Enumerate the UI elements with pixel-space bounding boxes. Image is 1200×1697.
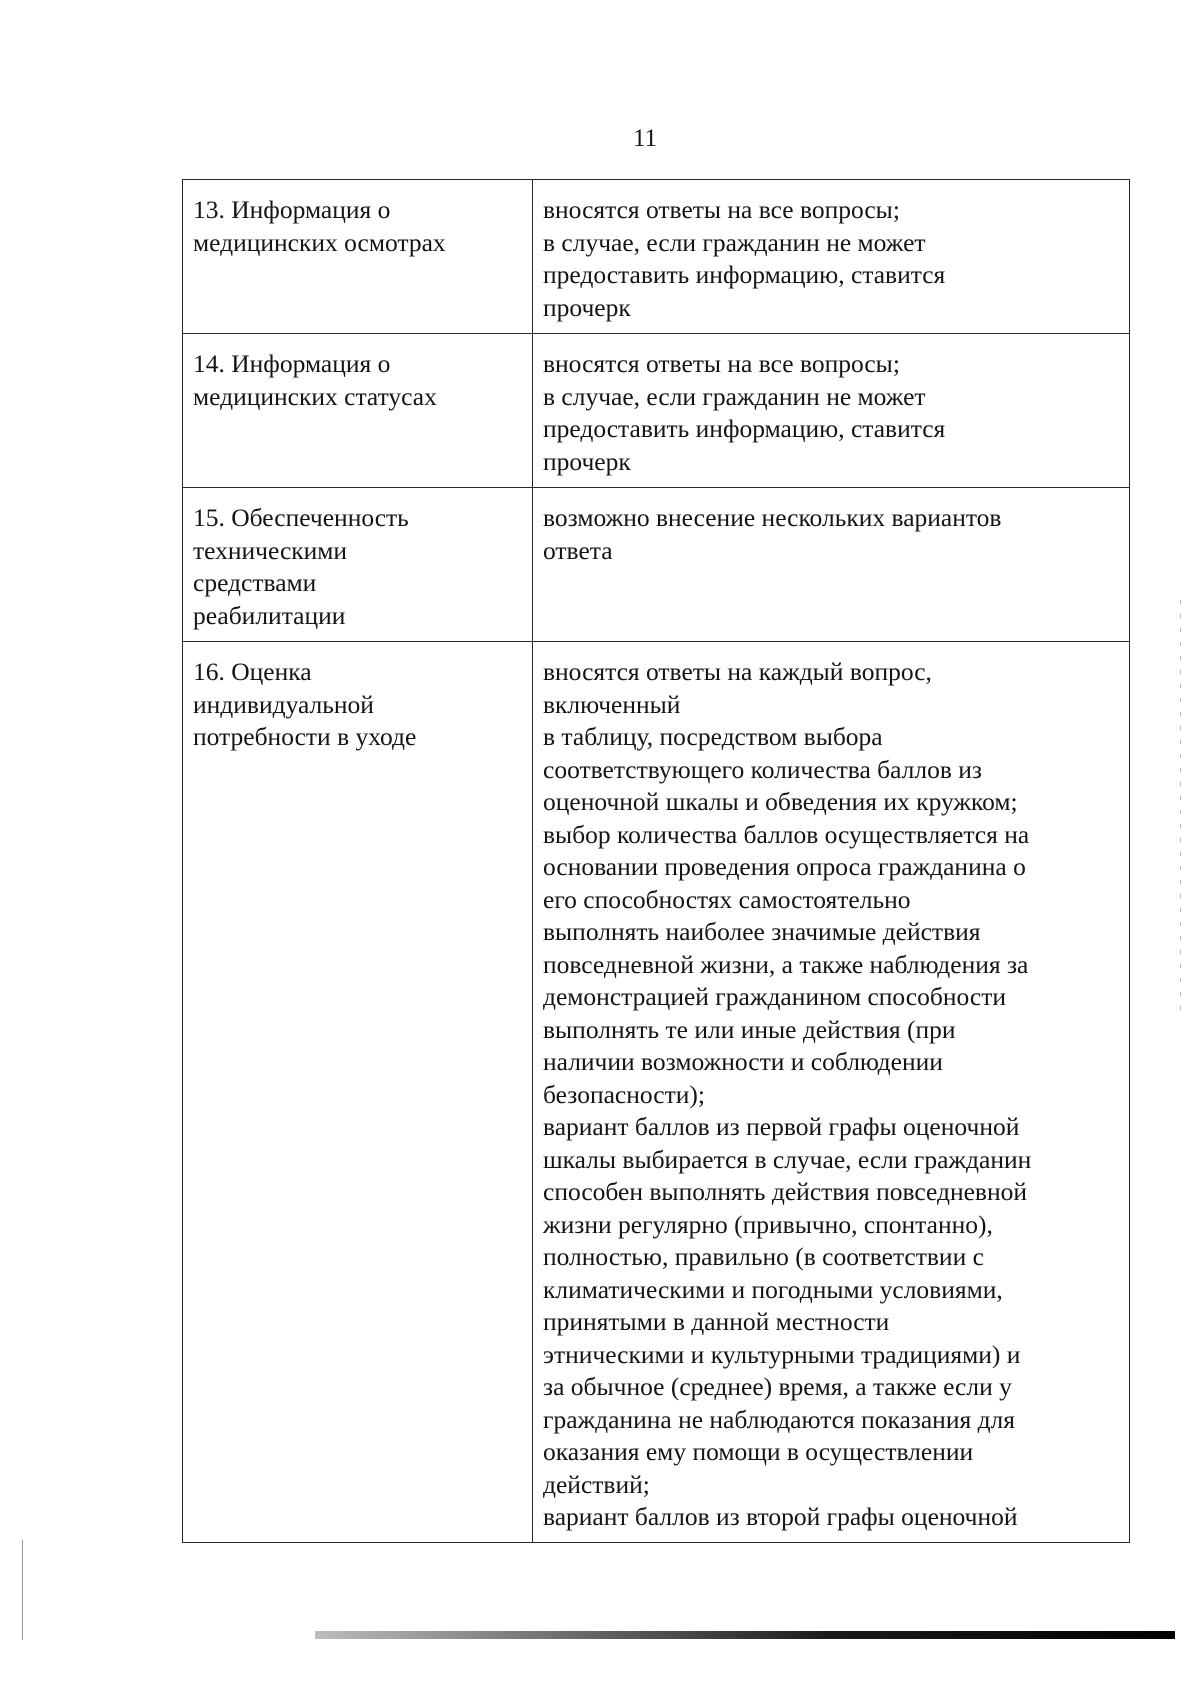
instruction-line: прочерк (543, 292, 631, 322)
instruction-line: предоставить информацию, ставится (543, 260, 946, 289)
instruction-line: климатическими и погодными условиями, (543, 1274, 1003, 1304)
instruction-line: шкалы выбирается в случае, если гражданин (543, 1144, 1032, 1174)
instruction-line: его способностях самостоятельно (543, 884, 911, 914)
instruction-line: действий; (543, 1469, 650, 1499)
instruction-cell (533, 180, 1130, 334)
scan-edge-bar (315, 1631, 1175, 1639)
field-name-line: медицинских статусах (193, 381, 437, 411)
page-number: 11 (632, 125, 658, 152)
instruction-line: за обычное (среднее) время, а также если у (543, 1372, 1012, 1401)
instruction-line: оценочной шкалы и обведения их кружком; (543, 787, 1018, 816)
instruction-cell (533, 642, 1130, 1543)
table-row (183, 334, 1130, 488)
scan-edge-dots (1180, 600, 1181, 1020)
scan-edge-mark (22, 1540, 23, 1640)
field-name-line: техническими (193, 535, 348, 565)
field-name-line: 13. Информация о (193, 195, 391, 224)
instruction-line: жизни регулярно (привычно, спонтанно), (543, 1209, 993, 1239)
instruction-line: соответствующего количества баллов из (543, 754, 982, 784)
instruction-line: безопасности); (543, 1079, 705, 1109)
field-name-line: потребности в уходе (193, 722, 417, 751)
instruction-line: в таблицу, посредством выбора (543, 722, 883, 751)
instruction-line: вариант баллов из первой графы оценочной (543, 1112, 1020, 1141)
instruction-line: в случае, если гражданин не может (543, 227, 926, 257)
field-name-line: 16. Оценка (193, 657, 312, 686)
instruction-line: выполнять те или иные действия (при (543, 1014, 956, 1044)
instruction-line: вариант баллов из второй графы оценочной (543, 1502, 1018, 1531)
instruction-line: ответа (543, 535, 613, 565)
table-row (183, 642, 1130, 1543)
field-name-line: средствами (193, 568, 317, 597)
instruction-line: этническими и культурными традициями) и (543, 1339, 1021, 1369)
instruction-line: вносятся ответы на каждый вопрос, (543, 657, 932, 686)
table-row (183, 488, 1130, 642)
instruction-line: включенный (543, 689, 681, 719)
field-name-cell (183, 642, 533, 1543)
instructions-table (182, 179, 1130, 1543)
instruction-cell (533, 488, 1130, 642)
instruction-cell (533, 334, 1130, 488)
instruction-line: вносятся ответы на все вопросы; (543, 195, 900, 224)
instruction-line: основании проведения опроса гражданина о (543, 852, 1026, 881)
field-name-cell (183, 334, 533, 488)
instruction-line: демонстрацией гражданином способности (543, 982, 1006, 1011)
instruction-line: выполнять наиболее значимые действия (543, 917, 981, 946)
instruction-line: в случае, если гражданин не может (543, 381, 926, 411)
instruction-line: прочерк (543, 446, 631, 476)
field-name-line: реабилитации (193, 600, 346, 630)
field-name-cell (183, 488, 533, 642)
table-row (183, 180, 1130, 334)
instruction-line: гражданина не наблюдаются показания для (543, 1404, 1016, 1434)
instruction-line: наличии возможности и соблюдении (543, 1047, 943, 1076)
instruction-line: способен выполнять действия повседневной (543, 1177, 1027, 1206)
instruction-line: предоставить информацию, ставится (543, 414, 946, 443)
instruction-line: полностью, правильно (в соответствии с (543, 1242, 984, 1271)
instruction-line: оказания ему помощи в осуществлении (543, 1437, 974, 1466)
instruction-line: повседневной жизни, а также наблюдения за (543, 949, 1029, 979)
instruction-line: возможно внесение нескольких вариантов (543, 503, 1002, 532)
instruction-line: принятыми в данной местности (543, 1307, 890, 1336)
field-name-line: медицинских осмотрах (193, 227, 446, 257)
instruction-line: выбор количества баллов осуществляется на (543, 819, 1030, 849)
field-name-line: 14. Информация о (193, 349, 391, 378)
instruction-line: вносятся ответы на все вопросы; (543, 349, 900, 378)
field-name-cell (183, 180, 533, 334)
field-name-line: 15. Обеспеченность (193, 503, 409, 532)
field-name-line: индивидуальной (193, 689, 374, 719)
